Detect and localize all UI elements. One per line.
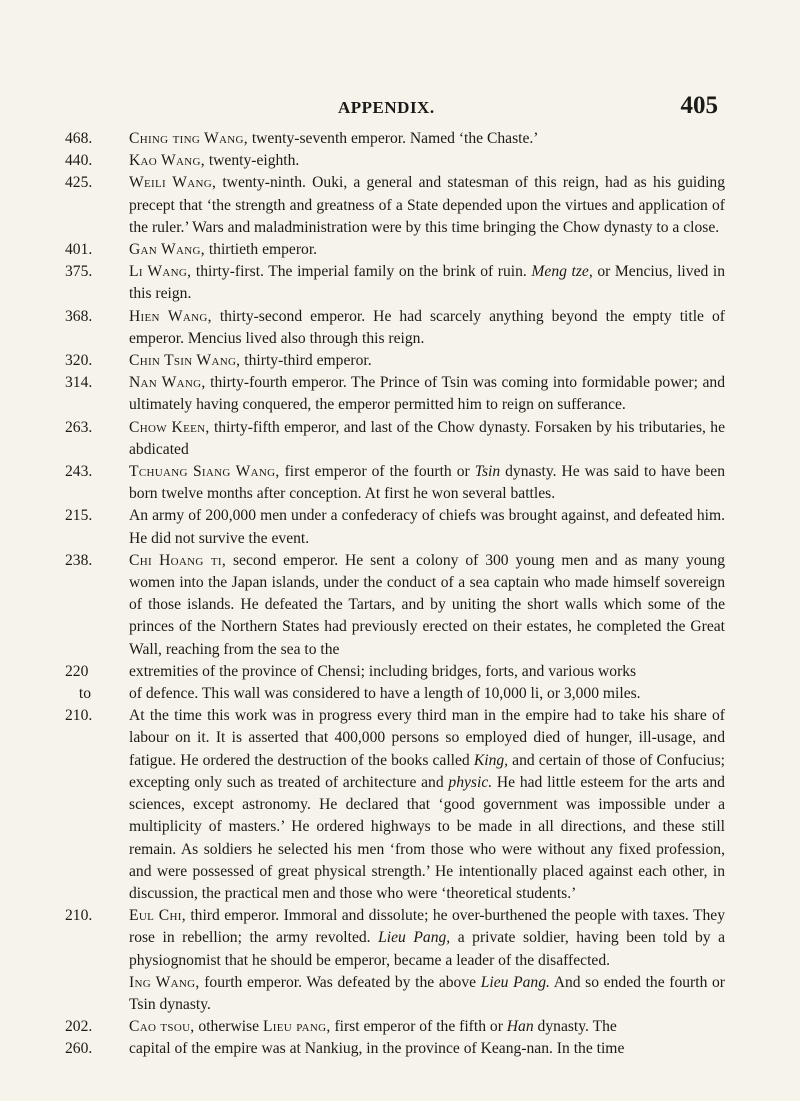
- chronology-entry: [65, 372, 725, 416]
- emperor-name: Nan Wang,: [129, 374, 206, 392]
- emperor-name: Hien Wang,: [129, 307, 212, 325]
- entry-text: Weili Wang, twenty-ninth. Ouki, a general and statesman of this reign, had as his guiding precept that ‘the strength and greatness of a State depended upon the virtues and application of the ruler.’ Wars and maladministration were by this time bringing the Chow dynasty to a close.: [129, 174, 725, 236]
- italic-term: Meng tze,: [531, 263, 593, 281]
- chronology-list: [65, 128, 725, 1061]
- chronology-entry: [65, 905, 725, 972]
- page-header: [128, 92, 718, 122]
- italic-term: Lieu Pang,: [378, 929, 451, 947]
- entry-text: Cao tsou, otherwise Lieu pang, first emperor of the fifth or Han dynasty. The: [129, 1018, 617, 1036]
- chronology-entry: [65, 683, 725, 705]
- entry-text: of defence. This wall was considered to have a length of 10,000 li, or 3,000 miles.: [129, 685, 641, 703]
- entry-year: 368.: [65, 307, 93, 325]
- entry-year: 220: [65, 662, 89, 680]
- entry-text: Chow Keen, thirty-fifth emperor, and last of the Chow dynasty. Forsaken by his tributaries, he abdicated: [129, 418, 725, 458]
- entry-year: 401.: [65, 241, 93, 259]
- entry-text: Kao Wang, twenty-eighth.: [129, 152, 300, 170]
- entry-text: Hien Wang, thirty-second emperor. He had scarcely anything beyond the empty title of emperor. Mencius lived also through this reign.: [129, 307, 725, 347]
- entry-text: extremities of the province of Chensi; including bridges, forts, and various works: [129, 662, 637, 680]
- emperor-name: Chin Tsin Wang,: [129, 352, 241, 370]
- chronology-entry: [65, 550, 725, 661]
- chronology-entry: [65, 350, 725, 372]
- chronology-entry: [65, 261, 725, 305]
- chronology-entry: [65, 705, 725, 905]
- emperor-name: Li Wang,: [129, 263, 192, 281]
- italic-term: Han: [506, 1018, 534, 1036]
- chronology-entry: [65, 172, 725, 239]
- entry-year: 320.: [65, 352, 93, 370]
- entry-year: 210.: [65, 907, 93, 925]
- emperor-name: Cao tsou,: [129, 1018, 195, 1036]
- entry-year: 440.: [65, 152, 93, 170]
- chronology-entry: [65, 505, 725, 549]
- entry-year: 314.: [65, 374, 93, 392]
- entry-text: Tchuang Siang Wang, first emperor of the fourth or Tsin dynasty. He was said to have been born twelve months after conception. At first he won several battles.: [129, 463, 725, 503]
- entry-year: 468.: [65, 130, 93, 147]
- running-title: APPENDIX.: [338, 98, 435, 117]
- entry-text: Ching ting Wang, twenty-seventh emperor. Named ‘the Chaste.’: [129, 130, 539, 147]
- entry-year: 238.: [65, 551, 93, 569]
- chronology-entry: [65, 239, 725, 261]
- emperor-name: Kao Wang,: [129, 152, 205, 170]
- entry-year: 425.: [65, 174, 93, 192]
- emperor-name: Lieu pang,: [262, 1018, 331, 1036]
- emperor-name: Eul Chi,: [129, 907, 186, 925]
- chronology-entry: [65, 150, 725, 172]
- emperor-name: Chow Keen,: [129, 418, 210, 436]
- emperor-name: Chi Hoang ti,: [129, 551, 227, 569]
- entry-text: An army of 200,000 men under a confederacy of chiefs was brought against, and defeated him. He did not survive the event.: [129, 507, 725, 547]
- entry-year: to: [78, 685, 92, 703]
- emperor-name: Ching ting Wang,: [129, 130, 248, 147]
- chronology-entry: [65, 1038, 725, 1060]
- chronology-entry: [65, 972, 725, 1016]
- italic-term: physic.: [448, 773, 493, 791]
- page-number: 405: [680, 92, 718, 119]
- emperor-name: Ing Wang,: [129, 973, 200, 991]
- chronology-entry: [65, 1016, 725, 1038]
- entry-year: 263.: [65, 418, 93, 436]
- chronology-entry: [65, 306, 725, 350]
- entry-text: At the time this work was in progress every third man in the empire had to take his share of labour on it. It is asserted that 400,000 persons so employed died of hunger, ill-usage, and fatigue. He ordered the destruction of the books called King, and certain of those of Confucius; excepting only such as treated of architecture and physic. He had little esteem for the arts and sciences, except astronomy. He declared that ‘good government was impossible under a multiplicity of masters.’ He ordered highways to be made in all directions, and these still remain. As soldiers he selected his men ‘from those who were without any fixed profession, and were possessed of great physical strength.’ He intentionally placed against each other, in discussion, the practical men and those who were ‘theoretical students.’: [129, 707, 725, 902]
- chronology-entry: [65, 461, 725, 505]
- italic-term: King,: [473, 751, 509, 769]
- chronology-entry: [65, 128, 725, 150]
- entry-text: Li Wang, thirty-first. The imperial family on the brink of ruin. Meng tze, or Mencius, lived in this reign.: [129, 263, 726, 303]
- entry-year: 260.: [65, 1040, 93, 1058]
- entry-year: 375.: [65, 263, 93, 281]
- entry-year: 243.: [65, 463, 93, 481]
- entry-year: 202.: [65, 1018, 93, 1036]
- italic-term: Lieu Pang.: [480, 973, 550, 991]
- entry-year: 210.: [65, 707, 93, 725]
- entry-year: 215.: [65, 507, 93, 525]
- entry-year: [65, 972, 129, 1016]
- entry-text: Gan Wang, thirtieth emperor.: [129, 241, 318, 259]
- entry-text: Ing Wang, fourth emperor. Was defeated by the above Lieu Pang. And so ended the fourth or Tsin dynasty.: [129, 973, 726, 1013]
- emperor-name: Weili Wang,: [129, 174, 217, 192]
- entry-text: Nan Wang, thirty-fourth emperor. The Prince of Tsin was coming into formidable power; and ultimately having conquered, the emperor permitted him to reign on sufferance.: [129, 374, 725, 414]
- chronology-entry: [65, 661, 725, 683]
- entry-text: capital of the empire was at Nankiug, in the province of Keang-nan. In the time: [129, 1040, 625, 1058]
- entry-text: Eul Chi, third emperor. Immoral and dissolute; he over-burthened the people with taxes. They rose in rebellion; the army revolted. Lieu Pang, a private soldier, having been told by a physiognomist that he should be emperor, became a leader of the disaffected.: [129, 907, 726, 969]
- italic-term: Tsin: [474, 463, 501, 481]
- emperor-name: Gan Wang,: [129, 241, 205, 259]
- chronology-entry: [65, 417, 725, 461]
- emperor-name: Tchuang Siang Wang,: [129, 463, 280, 481]
- entry-text: Chin Tsin Wang, thirty-third emperor.: [129, 352, 372, 370]
- entry-text: Chi Hoang ti, second emperor. He sent a colony of 300 young men and as many young women into the Japan islands, under the conduct of a sea captain who made himself sovereign of those islands. He defeated the Tartars, and by uniting the short walls which some of the princes of the Northern States had previously erected on their estates, he completed the Great Wall, reaching from the sea to the: [129, 551, 725, 658]
